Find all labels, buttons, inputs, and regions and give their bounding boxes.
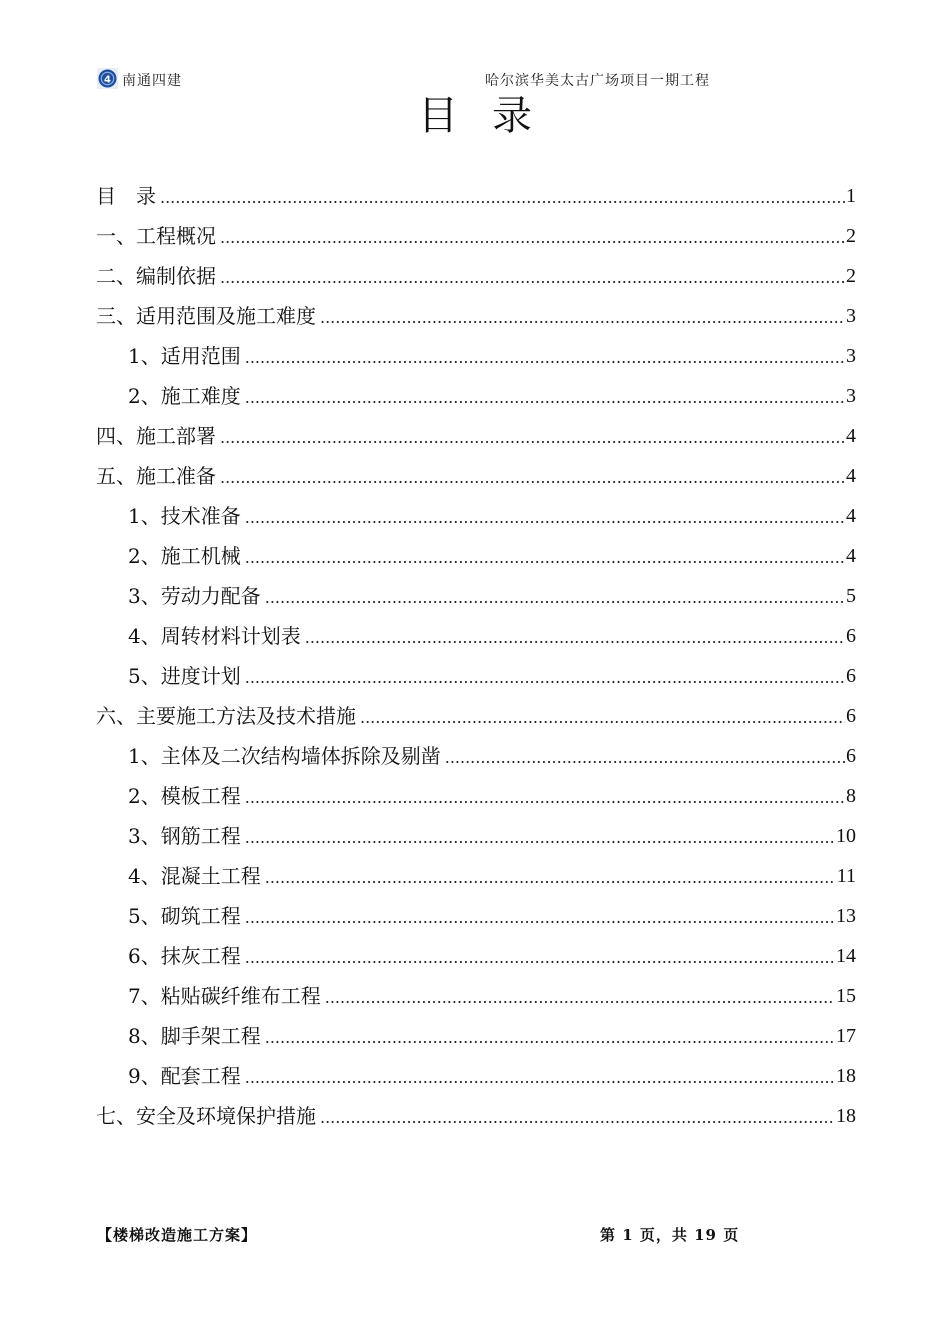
toc-dot-leader <box>245 780 845 816</box>
toc-entry-page-number: 3 <box>846 345 856 367</box>
toc-entry-page-number: 11 <box>836 865 856 887</box>
toc-entry-label: 4、混凝土工程 <box>128 864 261 888</box>
page-title: 目录 <box>418 93 566 139</box>
toc-entry[interactable] <box>96 736 856 776</box>
toc-dot-leader <box>245 900 835 936</box>
toc-entry[interactable] <box>96 336 856 376</box>
toc-entry-page-number: 1 <box>846 185 856 207</box>
toc-entry[interactable] <box>96 256 856 296</box>
toc-dot-leader <box>305 620 845 656</box>
toc-entry[interactable] <box>96 576 856 616</box>
toc-dot-leader <box>265 580 845 616</box>
toc-dot-leader <box>265 1020 835 1056</box>
svg-text:4: 4 <box>104 74 111 86</box>
toc-entry[interactable] <box>96 1016 856 1056</box>
toc-entry-label: 二、编制依据 <box>96 264 216 288</box>
toc-entry-label: 2、施工难度 <box>128 384 241 408</box>
toc-entry-page-number: 3 <box>846 305 856 327</box>
toc-entry[interactable] <box>96 896 856 936</box>
toc-entry[interactable] <box>96 656 856 696</box>
toc-entry-label: 5、进度计划 <box>128 664 241 688</box>
toc-entry-page-number: 4 <box>846 505 856 527</box>
toc-dot-leader <box>245 660 845 696</box>
toc-entry-label: 2、施工机械 <box>128 544 241 568</box>
toc-entry[interactable] <box>96 296 856 336</box>
toc-entry[interactable] <box>96 496 856 536</box>
toc-entry-label: 2、模板工程 <box>128 784 241 808</box>
toc-entry-page-number: 6 <box>846 705 856 727</box>
table-of-contents <box>96 176 856 1136</box>
toc-entry[interactable] <box>96 536 856 576</box>
toc-entry-page-number: 10 <box>836 825 856 847</box>
toc-entry-label: 目 录 <box>96 184 156 208</box>
toc-dot-leader <box>245 820 835 856</box>
toc-entry-label: 六、主要施工方法及技术措施 <box>96 704 356 728</box>
toc-dot-leader <box>245 1060 835 1096</box>
toc-dot-leader <box>220 220 845 256</box>
toc-entry-page-number: 4 <box>846 465 856 487</box>
toc-entry-label: 七、安全及环境保护措施 <box>96 1104 316 1128</box>
toc-dot-leader <box>220 260 845 296</box>
document-name: 【楼梯改造施工方案】 <box>97 1226 258 1244</box>
toc-entry-page-number: 2 <box>846 265 856 287</box>
toc-entry-label: 9、配套工程 <box>128 1064 241 1088</box>
toc-dot-leader <box>220 420 845 456</box>
toc-entry-page-number: 3 <box>846 385 856 407</box>
toc-dot-leader <box>325 980 835 1016</box>
toc-entry[interactable] <box>96 456 856 496</box>
toc-entry[interactable] <box>96 216 856 256</box>
toc-entry[interactable] <box>96 816 856 856</box>
page-footer <box>97 1224 777 1248</box>
toc-entry-page-number: 15 <box>836 985 856 1007</box>
toc-dot-leader <box>245 500 845 536</box>
toc-dot-leader <box>445 740 845 776</box>
toc-entry-label: 3、钢筋工程 <box>128 824 241 848</box>
toc-entry[interactable] <box>96 776 856 816</box>
page-number-info: 第 1 页，共 19 页 <box>600 1226 740 1244</box>
toc-entry-page-number: 4 <box>846 425 856 447</box>
toc-entry-page-number: 2 <box>846 225 856 247</box>
toc-entry-page-number: 6 <box>846 665 856 687</box>
toc-entry-label: 6、抹灰工程 <box>128 944 241 968</box>
toc-dot-leader <box>245 940 835 976</box>
toc-entry[interactable] <box>96 856 856 896</box>
toc-entry-page-number: 18 <box>836 1065 856 1087</box>
toc-dot-leader <box>265 860 836 896</box>
toc-entry-label: 五、施工准备 <box>96 464 216 488</box>
toc-entry-label: 1、主体及二次结构墙体拆除及剔凿 <box>128 744 441 768</box>
toc-entry-label: 7、粘贴碳纤维布工程 <box>128 984 321 1008</box>
toc-entry-label: 1、适用范围 <box>128 344 241 368</box>
toc-entry-label: 4、周转材料计划表 <box>128 624 301 648</box>
toc-entry[interactable] <box>96 416 856 456</box>
toc-entry-label: 四、施工部署 <box>96 424 216 448</box>
toc-dot-leader <box>245 340 845 376</box>
toc-entry-page-number: 5 <box>846 585 856 607</box>
toc-dot-leader <box>245 380 845 416</box>
toc-entry[interactable] <box>96 176 856 216</box>
toc-dot-leader <box>160 180 845 216</box>
toc-entry-page-number: 6 <box>846 625 856 647</box>
toc-entry[interactable] <box>96 936 856 976</box>
toc-entry[interactable] <box>96 976 856 1016</box>
toc-entry-label: 8、脚手架工程 <box>128 1024 261 1048</box>
toc-entry-label: 3、劳动力配备 <box>128 584 261 608</box>
toc-entry[interactable] <box>96 696 856 736</box>
toc-entry-label: 三、适用范围及施工难度 <box>96 304 316 328</box>
toc-entry-page-number: 14 <box>836 945 856 967</box>
toc-dot-leader <box>220 460 845 496</box>
toc-entry[interactable] <box>96 1056 856 1096</box>
toc-entry[interactable] <box>96 616 856 656</box>
company-name: 南通四建 <box>122 73 182 89</box>
toc-dot-leader <box>320 1100 835 1136</box>
toc-entry-page-number: 13 <box>836 905 856 927</box>
toc-entry-page-number: 6 <box>846 745 856 767</box>
toc-entry-label: 一、工程概况 <box>96 224 216 248</box>
toc-dot-leader <box>245 540 845 576</box>
toc-entry-page-number: 4 <box>846 545 856 567</box>
toc-entry[interactable] <box>96 376 856 416</box>
toc-entry[interactable] <box>96 1096 856 1136</box>
toc-entry-page-number: 18 <box>836 1105 856 1127</box>
toc-dot-leader <box>360 700 845 736</box>
toc-entry-page-number: 17 <box>836 1025 856 1047</box>
toc-entry-label: 1、技术准备 <box>128 504 241 528</box>
toc-entry-label: 5、砌筑工程 <box>128 904 241 928</box>
toc-entry-page-number: 8 <box>846 785 856 807</box>
project-name: 哈尔滨华美太古广场项目一期工程 <box>485 73 710 89</box>
toc-dot-leader <box>320 300 845 336</box>
